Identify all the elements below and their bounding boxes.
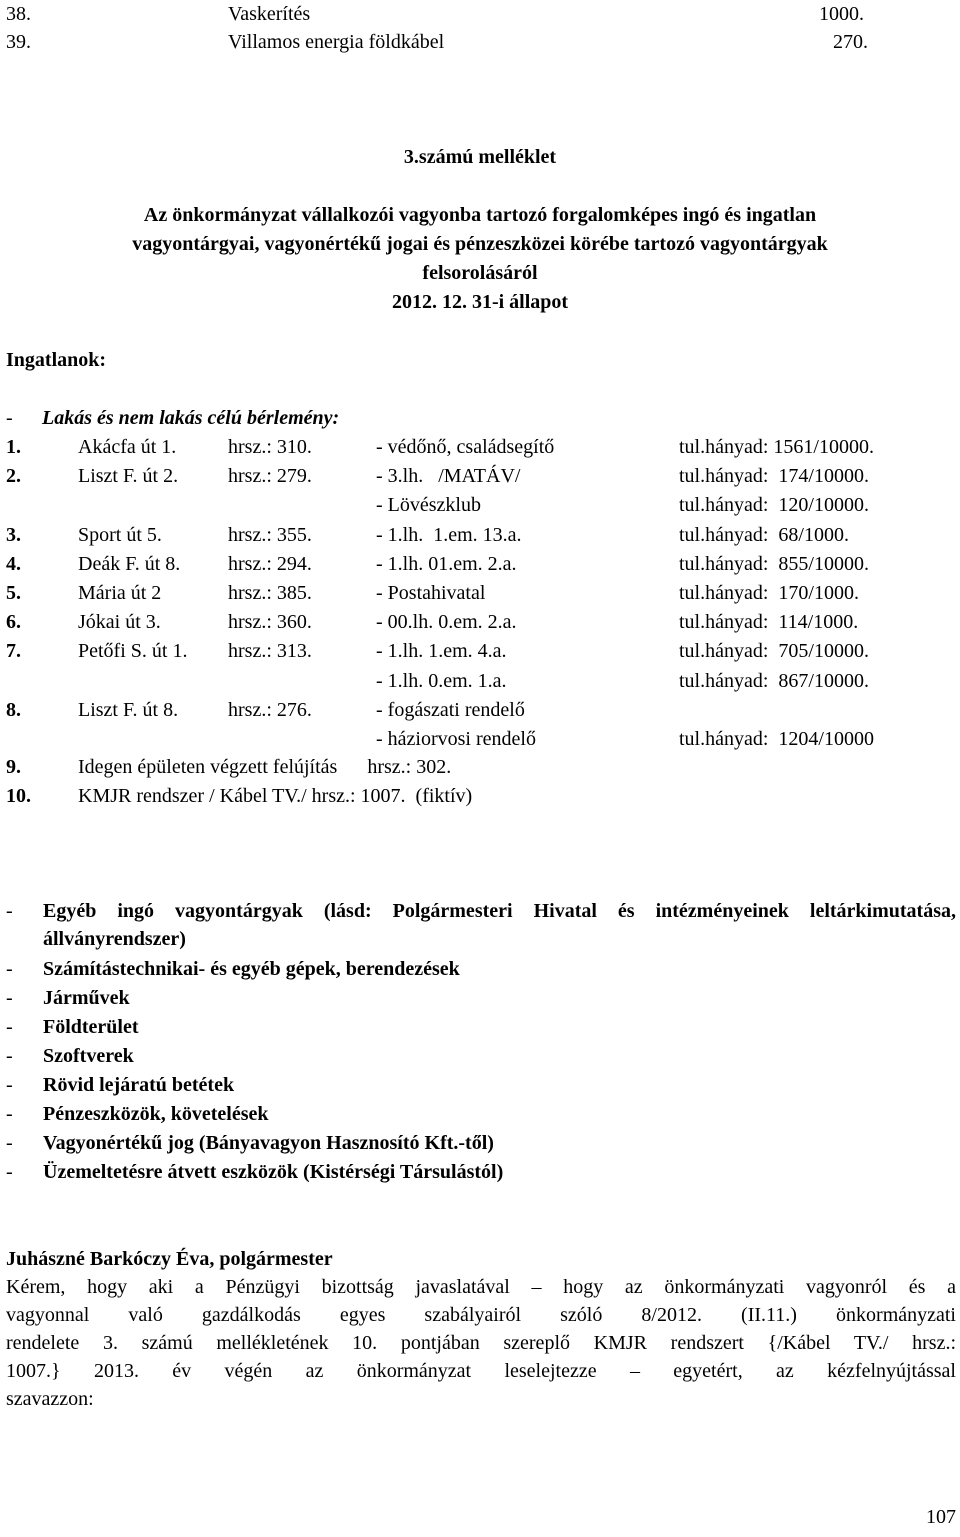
list-text: Szoftverek [43, 1045, 134, 1067]
row-address: Liszt F. út 8. [78, 699, 179, 721]
row-hrsz: hrsz.: 385. [228, 582, 312, 604]
section-label: Ingatlanok: [6, 349, 107, 371]
row-hrsz: hrsz.: 294. [228, 553, 312, 575]
row-hrsz: hrsz.: 276. [228, 699, 312, 721]
closing-paragraph [6, 1273, 956, 1413]
row-description: - Postahivatal [376, 582, 486, 604]
list-item [6, 897, 956, 953]
row-hrsz: hrsz.: 313. [228, 640, 312, 662]
property-row [0, 725, 960, 753]
row-description: - háziorvosi rendelő [376, 728, 536, 750]
row-number: 6. [6, 611, 21, 633]
row-description: - 1.lh. 1.em. 4.a. [376, 640, 507, 662]
page-number: 107 [926, 1506, 956, 1528]
list-dash: - [6, 900, 13, 922]
row-number: 2. [6, 465, 21, 487]
property-row [0, 491, 960, 519]
list-text: Pénzeszközök, követelések [43, 1103, 269, 1125]
row-share: tul.hányad: 174/10000. [679, 465, 869, 487]
property-row [0, 667, 960, 695]
row-share: tul.hányad: 170/1000. [679, 582, 859, 604]
subheading-dash: - [6, 407, 13, 429]
row-number: 8. [6, 699, 21, 721]
row-share: tul.hányad: 120/10000. [679, 494, 869, 516]
row-address: Jókai út 3. [78, 611, 161, 633]
subheading [0, 404, 960, 432]
row-number: 7. [6, 640, 21, 662]
row-address: Deák F. út 8. [78, 553, 181, 575]
list-dash: - [6, 1103, 13, 1125]
row-share: tul.hányad: 114/1000. [679, 611, 859, 633]
extra-row [0, 753, 960, 781]
row-share: tul.hányad: 68/1000. [679, 524, 849, 546]
item-number: 39. [6, 31, 31, 53]
paragraph-line: 1007.} 2013. év végén az önkormányzat leselejtezze – egyetért, az kézfelnyújtással [6, 1360, 956, 1382]
annex-heading-line: Az önkormányzat vállalkozói vagyonba tartozó forgalomképes ingó és ingatlan [143, 204, 817, 226]
row-number: 1. [6, 436, 21, 458]
row-address: Mária út 2 [78, 582, 162, 604]
property-row [0, 608, 960, 636]
row-share: tul.hányad: 1204/10000 [679, 728, 874, 750]
item-value: 1000. [819, 3, 864, 25]
list-text: Egyéb ingó vagyontárgyak (lásd: Polgármesteri Hivatal és intézményeinek leltárkimutatása, állványrendszer) [43, 900, 956, 950]
property-row [0, 433, 960, 461]
row-address: Akácfa út 1. [78, 436, 177, 458]
row-description: - 1.lh. 0.em. 1.a. [376, 670, 507, 692]
paragraph-line: rendelete 3. számú mellékletének 10. pontjában szereplő KMJR rendszert {/Kábel TV./ hrsz.: [6, 1332, 956, 1354]
annex-title: 3.számú melléklet [403, 146, 557, 168]
list-text: Földterület [43, 1016, 139, 1038]
row-hrsz: hrsz.: 355. [228, 524, 312, 546]
row-share: tul.hányad: 1561/10000. [679, 436, 874, 458]
list-text: Járművek [43, 987, 130, 1009]
list-dash: - [6, 1016, 13, 1038]
row-text: Idegen épületen végzett felújítás hrsz.: 302. [78, 756, 452, 778]
paragraph-line: szavazzon: [6, 1388, 94, 1410]
item-value: 270. [833, 31, 868, 53]
row-text: KMJR rendszer / Kábel TV./ hrsz.: 1007. (fiktív) [78, 785, 473, 807]
list-text: Számítástechnikai- és egyéb gépek, berendezések [43, 958, 460, 980]
extra-row [0, 782, 960, 810]
speaker-name: Juhászné Barkóczy Éva, polgármester [6, 1248, 333, 1270]
property-row [0, 550, 960, 578]
property-row [0, 579, 960, 607]
top-item [0, 28, 960, 56]
row-address: Liszt F. út 2. [78, 465, 179, 487]
row-number: 9. [6, 756, 21, 778]
row-share: tul.hányad: 705/10000. [679, 640, 869, 662]
row-description: - 1.lh. 1.em. 13.a. [376, 524, 522, 546]
row-description: - fogászati rendelő [376, 699, 525, 721]
paragraph-line: Kérem, hogy aki a Pénzügyi bizottság javaslatával – hogy az önkormányzati vagyonról és a [6, 1276, 956, 1298]
paragraph-line: vagyonnal való gazdálkodás egyes szabályairól szóló 8/2012. (II.11.) önkormányzati [6, 1304, 956, 1326]
property-row [0, 637, 960, 665]
annex-heading-line: vagyontárgyai, vagyonértékű jogai és pénzeszközei körébe tartozó vagyontárgyak [132, 233, 828, 255]
property-row [0, 521, 960, 549]
property-row [0, 696, 960, 724]
row-hrsz: hrsz.: 360. [228, 611, 312, 633]
row-hrsz: hrsz.: 279. [228, 465, 312, 487]
row-description: - Lövészklub [376, 494, 481, 516]
row-hrsz: hrsz.: 310. [228, 436, 312, 458]
row-description: - 3.lh. /MATÁV/ [376, 465, 521, 487]
subheading-text: Lakás és nem lakás célú bérlemény: [42, 407, 340, 429]
row-number: 3. [6, 524, 21, 546]
row-number: 4. [6, 553, 21, 575]
list-text: Vagyonértékű jog (Bányavagyon Hasznosító Kft.-től) [43, 1132, 494, 1154]
list-text: Üzemeltetésre átvett eszközök (Kistérségi Társulástól) [43, 1161, 504, 1183]
top-item [0, 0, 960, 28]
row-description: - 00.lh. 0.em. 2.a. [376, 611, 517, 633]
annex-date: 2012. 12. 31-i állapot [391, 291, 569, 313]
row-description: - védőnő, családsegítő [376, 436, 555, 458]
list-dash: - [6, 1161, 13, 1183]
list-dash: - [6, 1045, 13, 1067]
list-dash: - [6, 1132, 13, 1154]
item-number: 38. [6, 3, 31, 25]
item-name: Vaskerítés [228, 3, 311, 25]
row-address: Petőfi S. út 1. [78, 640, 188, 662]
list-text: Rövid lejáratú betétek [43, 1074, 235, 1096]
item-name: Villamos energia földkábel [228, 31, 445, 53]
row-number: 10. [6, 785, 31, 807]
row-address: Sport út 5. [78, 524, 162, 546]
list-dash: - [6, 987, 13, 1009]
row-share: tul.hányad: 867/10000. [679, 670, 869, 692]
list-dash: - [6, 958, 13, 980]
property-row [0, 462, 960, 490]
row-share: tul.hányad: 855/10000. [679, 553, 869, 575]
annex-heading-line: felsorolásáról [422, 262, 538, 284]
row-number: 5. [6, 582, 21, 604]
row-description: - 1.lh. 01.em. 2.a. [376, 553, 517, 575]
list-dash: - [6, 1074, 13, 1096]
